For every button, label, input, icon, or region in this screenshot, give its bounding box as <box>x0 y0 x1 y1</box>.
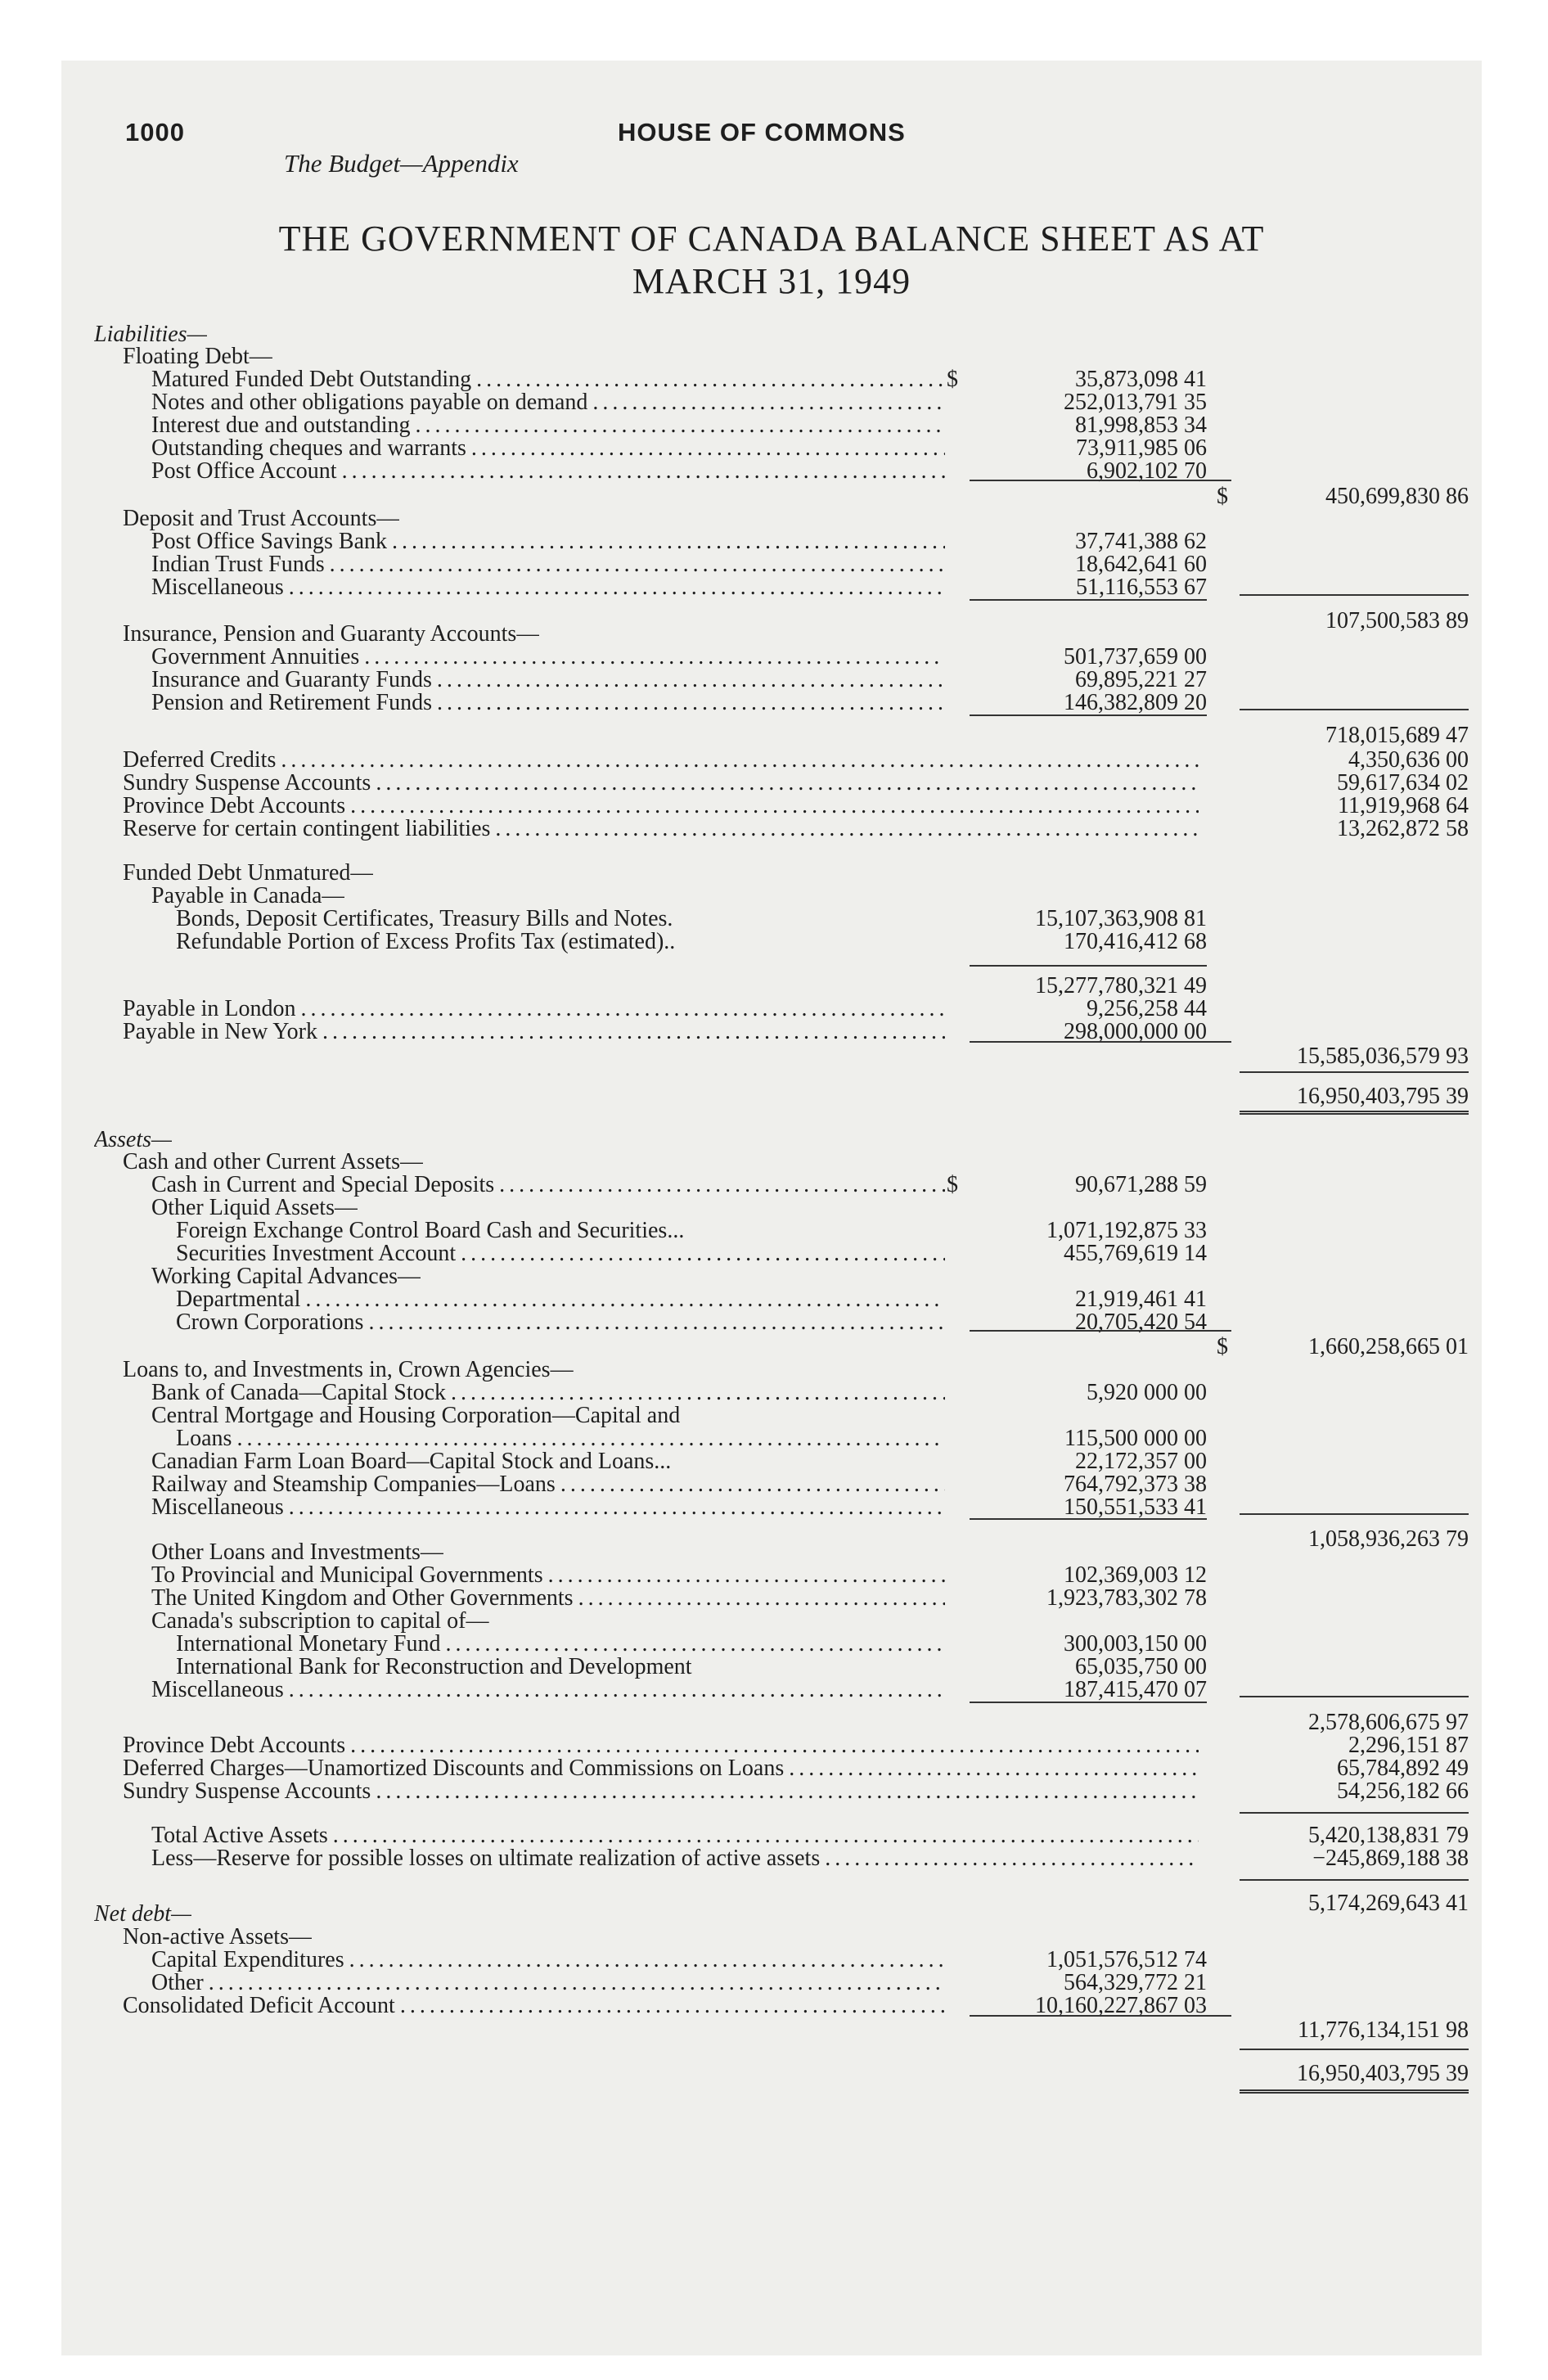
table-row <box>61 1310 1482 1335</box>
row-label: Other Loans and Investments— <box>151 1540 443 1565</box>
row-label: Assets— <box>94 1128 172 1152</box>
row-label: Pension and Retirement Funds . . . <box>151 691 945 715</box>
amount-column-2: 54,256,182 66 <box>1337 1778 1469 1804</box>
row-label: Loans . . . <box>176 1427 945 1451</box>
amount-column-2: 65,784,892 49 <box>1337 1756 1469 1781</box>
subtotal-rule <box>970 2015 1231 2017</box>
table-row <box>61 530 1482 554</box>
row-label: Total Active Assets . . . <box>151 1823 1199 1848</box>
table-row <box>61 748 1482 773</box>
table-row <box>61 1381 1482 1405</box>
amount-column-1: 73,911,985 06 <box>1076 435 1207 461</box>
row-label: Refundable Portion of Excess Profits Tax (estimated).. <box>176 930 676 954</box>
row-label: Departmental . . . <box>176 1287 945 1312</box>
subtotal-rule <box>970 1041 1231 1043</box>
table-row <box>61 1084 1482 1109</box>
row-label: Liabilities— <box>94 322 208 347</box>
table-row <box>61 485 1482 509</box>
row-label: Payable in London . . . <box>123 997 945 1021</box>
subtotal-rule <box>970 480 1231 481</box>
table-row <box>61 668 1482 692</box>
amount-column-1: 1,051,576,512 74 <box>1046 1947 1207 1972</box>
amount-column-1: 146,382,809 20 <box>1064 690 1207 715</box>
amount-column-1: 21,919,461 41 <box>1075 1287 1207 1312</box>
table-row <box>61 1427 1482 1451</box>
row-label: Cash and other Current Assets— <box>123 1150 424 1174</box>
row-label: Securities Investment Account . . . <box>176 1242 945 1266</box>
dollar-sign: $ <box>947 1172 958 1197</box>
amount-column-2: 718,015,689 47 <box>1325 723 1469 748</box>
amount-column-1: 20,705,420 54 <box>1075 1309 1207 1335</box>
table-row <box>61 997 1482 1021</box>
amount-column-2: 59,617,634 02 <box>1337 770 1469 796</box>
amount-column-2: 15,585,036,579 93 <box>1297 1044 1469 1069</box>
table-row <box>61 1540 1482 1565</box>
amount-column-2: 1,058,936,263 79 <box>1308 1526 1469 1552</box>
row-label: Less—Reserve for possible losses on ultimate realization of active assets . . . <box>151 1846 1199 1871</box>
row-label: Other . . . <box>151 1971 945 1995</box>
table-row <box>61 390 1482 415</box>
table-row <box>61 1335 1482 1359</box>
subtotal-rule <box>1240 1513 1469 1515</box>
amount-column-2: 4,350,636 00 <box>1348 747 1469 773</box>
amount-column-1: 22,172,357 00 <box>1075 1449 1207 1474</box>
document-title-line1: THE GOVERNMENT OF CANADA BALANCE SHEET AS AT <box>278 219 1265 259</box>
row-label: Working Capital Advances— <box>151 1264 421 1289</box>
table-row <box>61 1196 1482 1220</box>
table-row <box>61 861 1482 886</box>
subtotal-rule <box>970 599 1207 601</box>
double-total-rule <box>1240 2089 1469 2094</box>
row-label: Miscellaneous . . . <box>151 1678 945 1702</box>
table-row <box>61 1563 1482 1588</box>
subtotal-rule <box>1240 2049 1469 2050</box>
dollar-sign: $ <box>1217 1334 1228 1359</box>
table-row <box>61 974 1482 998</box>
subtotal-rule <box>1240 1812 1469 1814</box>
table-row <box>61 1925 1482 1950</box>
amount-column-2: 450,699,830 86 <box>1325 484 1469 509</box>
table-row <box>61 1128 1482 1152</box>
amount-column-1: 1,923,783,302 78 <box>1046 1585 1207 1611</box>
table-row <box>61 1219 1482 1243</box>
row-label: Funded Debt Unmatured— <box>123 861 374 886</box>
dollar-sign: $ <box>1217 484 1228 509</box>
row-label: Indian Trust Funds . . . <box>151 552 945 577</box>
row-label: Bonds, Deposit Certificates, Treasury Bills and Notes. <box>176 907 673 931</box>
amount-column-2: 5,420,138,831 79 <box>1308 1823 1469 1848</box>
row-label: Miscellaneous . . . <box>151 575 945 600</box>
row-label: Canadian Farm Loan Board—Capital Stock and Loans... <box>151 1449 672 1474</box>
amount-column-2: 13,262,872 58 <box>1337 816 1469 841</box>
row-label: Railway and Steamship Companies—Loans . . . <box>151 1472 945 1497</box>
amount-column-1: 102,369,003 12 <box>1064 1562 1207 1588</box>
subtotal-rule <box>1240 1879 1469 1881</box>
amount-column-1: 1,071,192,875 33 <box>1046 1218 1207 1243</box>
amount-column-1: 65,035,750 00 <box>1075 1654 1207 1679</box>
table-row <box>61 459 1482 484</box>
subtotal-rule <box>970 965 1207 967</box>
row-label: Bank of Canada—Capital Stock . . . <box>151 1381 945 1405</box>
table-row <box>61 1902 1482 1927</box>
table-row <box>61 575 1482 600</box>
row-label: Insurance, Pension and Guaranty Accounts— <box>123 622 540 647</box>
amount-column-1: 150,551,533 41 <box>1064 1494 1207 1520</box>
table-row <box>61 771 1482 796</box>
amount-column-2: 2,296,151 87 <box>1348 1733 1469 1758</box>
double-total-rule <box>1240 1111 1469 1115</box>
amount-column-2: 107,500,583 89 <box>1325 608 1469 633</box>
dollar-sign: $ <box>947 367 958 392</box>
amount-column-1: 15,107,363,908 81 <box>1035 906 1207 931</box>
amount-column-1: 6,902,102 70 <box>1087 458 1207 484</box>
table-row <box>61 507 1482 531</box>
subtotal-rule <box>970 1518 1207 1520</box>
row-label: Other Liquid Assets— <box>151 1196 358 1220</box>
row-label: Foreign Exchange Control Board Cash and Securities... <box>176 1219 685 1243</box>
subtotal-rule <box>1240 1071 1469 1073</box>
row-label: Post Office Savings Bank . . . <box>151 530 945 554</box>
amount-column-1: 300,003,150 00 <box>1064 1631 1207 1657</box>
amount-column-1: 764,792,373 38 <box>1064 1472 1207 1497</box>
table-row <box>61 1846 1482 1871</box>
row-label: Interest due and outstanding . . . <box>151 413 945 438</box>
amount-column-1: 35,873,098 41 <box>1075 367 1207 392</box>
amount-column-1: 10,160,227,867 03 <box>1035 1993 1207 2018</box>
amount-column-2: 16,950,403,795 39 <box>1297 2061 1469 2086</box>
table-row <box>61 1632 1482 1657</box>
amount-column-1: 5,920 000 00 <box>1087 1380 1207 1405</box>
row-label: The United Kingdom and Other Governments . . . <box>151 1586 945 1611</box>
table-row <box>61 413 1482 438</box>
table-row <box>61 1358 1482 1382</box>
table-row <box>61 1971 1482 1995</box>
amount-column-2: 5,174,269,643 41 <box>1308 1891 1469 1916</box>
row-label: Loans to, and Investments in, Crown Agencies— <box>123 1358 574 1382</box>
amount-column-1: 564,329,772 21 <box>1064 1970 1207 1995</box>
table-row <box>61 1449 1482 1474</box>
table-row <box>61 1733 1482 1758</box>
table-row <box>61 552 1482 577</box>
table-row <box>61 1150 1482 1174</box>
amount-column-1: 15,277,780,321 49 <box>1035 973 1207 998</box>
table-row <box>61 322 1482 347</box>
row-label: Insurance and Guaranty Funds . . . <box>151 668 945 692</box>
row-label: Payable in Canada— <box>151 884 345 908</box>
row-label: Sundry Suspense Accounts . . . <box>123 1779 1199 1804</box>
row-label: Province Debt Accounts . . . <box>123 1733 1199 1758</box>
amount-column-1: 170,416,412 68 <box>1064 929 1207 954</box>
row-label: Capital Expenditures . . . <box>151 1948 945 1972</box>
table-row <box>61 1020 1482 1044</box>
table-row <box>61 1586 1482 1611</box>
amount-column-2: −245,869,188 38 <box>1312 1846 1469 1871</box>
amount-column-1: 18,642,641 60 <box>1075 552 1207 577</box>
row-label: Net debt— <box>94 1902 191 1927</box>
amount-column-2: 11,776,134,151 98 <box>1298 2017 1469 2043</box>
subtotal-rule <box>1240 1696 1469 1697</box>
table-row <box>61 1779 1482 1804</box>
table-row <box>61 345 1482 369</box>
row-label: Consolidated Deficit Account . . . <box>123 1994 945 2018</box>
table-row <box>61 930 1482 954</box>
table-row <box>61 1287 1482 1312</box>
table-row <box>61 2062 1482 2086</box>
table-row <box>61 1678 1482 1702</box>
subtotal-rule <box>970 1702 1207 1703</box>
row-label: Deferred Charges—Unamortized Discounts and Commissions on Loans . . . <box>123 1756 1199 1781</box>
table-row <box>61 1655 1482 1679</box>
row-label: Deposit and Trust Accounts— <box>123 507 400 531</box>
row-label: International Monetary Fund . . . <box>176 1632 945 1657</box>
row-label: Reserve for certain contingent liabilities . . . <box>123 817 1199 841</box>
table-row <box>61 884 1482 908</box>
table-row <box>61 1711 1482 1735</box>
table-row <box>61 691 1482 715</box>
page-number: 1000 <box>125 118 185 146</box>
amount-column-1: 81,998,853 34 <box>1075 412 1207 438</box>
table-row <box>61 1173 1482 1197</box>
amount-column-1: 90,671,288 59 <box>1075 1172 1207 1197</box>
amount-column-1: 252,013,791 35 <box>1064 390 1207 415</box>
table-row <box>61 645 1482 669</box>
document-page <box>61 61 1482 2355</box>
row-label: Outstanding cheques and warrants . . . <box>151 436 945 461</box>
subtotal-rule <box>1240 709 1469 710</box>
amount-column-2: 11,919,968 64 <box>1338 793 1469 818</box>
row-label: Matured Funded Debt Outstanding . . . <box>151 367 945 392</box>
table-row <box>61 436 1482 461</box>
running-subtitle: The Budget—Appendix <box>284 149 519 178</box>
table-row <box>61 1994 1482 2018</box>
table-row <box>61 1044 1482 1069</box>
amount-column-1: 9,256,258 44 <box>1087 996 1207 1021</box>
table-row <box>61 794 1482 818</box>
table-row <box>61 817 1482 841</box>
table-row <box>61 1756 1482 1781</box>
row-label: Crown Corporations . . . <box>176 1310 945 1335</box>
row-label: Post Office Account . . . <box>151 459 945 484</box>
row-label: Non-active Assets— <box>123 1925 312 1950</box>
row-label: Central Mortgage and Housing Corporation—Capital and <box>151 1404 681 1428</box>
document-title-line2: MARCH 31, 1949 <box>632 261 911 301</box>
row-label: To Provincial and Municipal Governments . . . <box>151 1563 945 1588</box>
row-label: Province Debt Accounts . . . <box>123 794 1199 818</box>
subtotal-rule <box>970 714 1207 716</box>
row-label: Payable in New York . . . <box>123 1020 945 1044</box>
row-label: Cash in Current and Special Deposits . . . <box>151 1173 945 1197</box>
table-row <box>61 1242 1482 1266</box>
running-header: HOUSE OF COMMONS <box>618 118 906 146</box>
table-row <box>61 2018 1482 2043</box>
table-row <box>61 622 1482 647</box>
table-row <box>61 1823 1482 1848</box>
amount-column-1: 51,116,553 67 <box>1076 575 1207 600</box>
table-row <box>61 1495 1482 1520</box>
row-label: Deferred Credits . . . <box>123 748 1199 773</box>
row-label: International Bank for Reconstruction and Development <box>176 1655 692 1679</box>
row-label: Sundry Suspense Accounts . . . <box>123 771 1199 796</box>
amount-column-1: 115,500 000 00 <box>1064 1426 1207 1451</box>
row-label: Notes and other obligations payable on demand . . . <box>151 390 945 415</box>
table-row <box>61 1404 1482 1428</box>
table-row <box>61 723 1482 748</box>
row-label: Miscellaneous . . . <box>151 1495 945 1520</box>
subtotal-rule <box>970 1330 1231 1332</box>
row-label: Floating Debt— <box>123 345 272 369</box>
table-row <box>61 1472 1482 1497</box>
amount-column-2: 16,950,403,795 39 <box>1297 1084 1469 1109</box>
table-row <box>61 1609 1482 1634</box>
table-row <box>61 1948 1482 1972</box>
row-label: Canada's subscription to capital of— <box>151 1609 489 1634</box>
table-row <box>61 367 1482 392</box>
amount-column-2: 1,660,258,665 01 <box>1308 1334 1469 1359</box>
table-row <box>61 907 1482 931</box>
amount-column-2: 2,578,606,675 97 <box>1308 1710 1469 1735</box>
amount-column-1: 501,737,659 00 <box>1064 644 1207 669</box>
subtotal-rule <box>1240 594 1469 596</box>
amount-column-1: 187,415,470 07 <box>1064 1677 1207 1702</box>
amount-column-1: 69,895,221 27 <box>1075 667 1207 692</box>
amount-column-1: 37,741,388 62 <box>1075 529 1207 554</box>
table-row <box>61 1264 1482 1289</box>
amount-column-1: 298,000,000 00 <box>1064 1019 1207 1044</box>
amount-column-1: 455,769,619 14 <box>1064 1241 1207 1266</box>
row-label: Government Annuities . . . <box>151 645 945 669</box>
